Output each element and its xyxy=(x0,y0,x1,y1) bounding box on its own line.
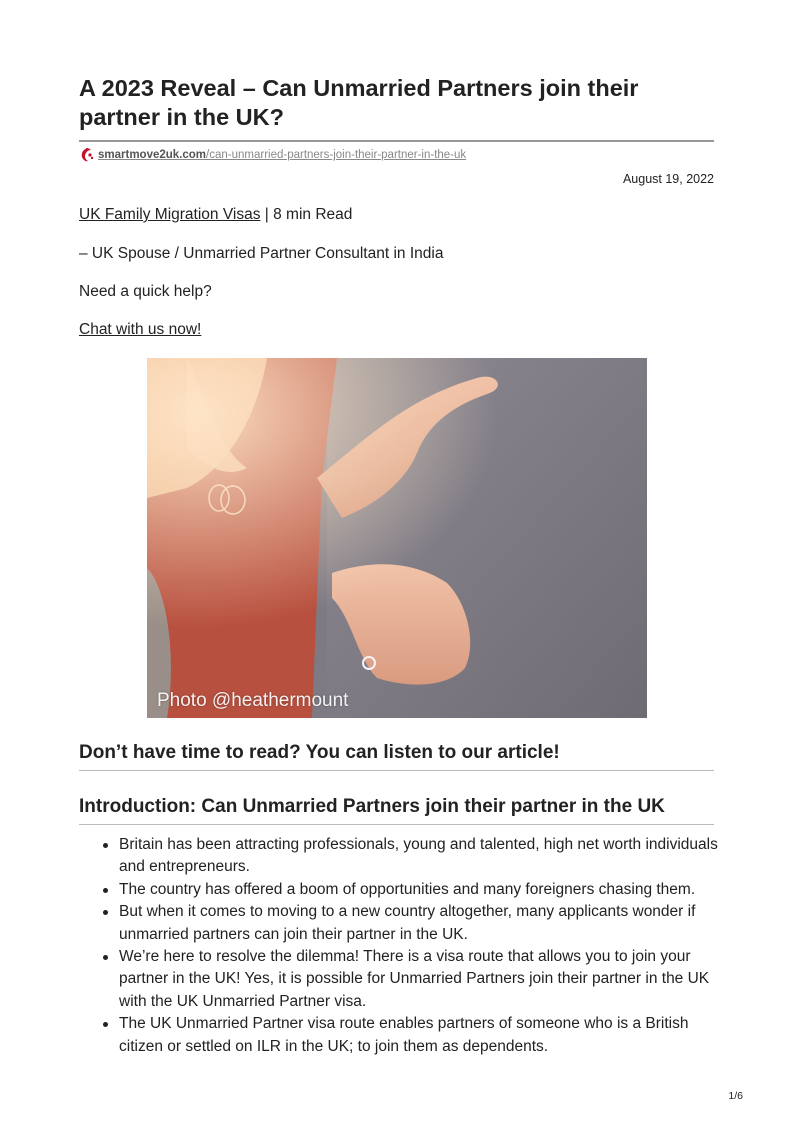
category-link[interactable]: UK Family Migration Visas xyxy=(79,206,261,223)
page-number: 1/6 xyxy=(728,1090,743,1102)
intro-divider xyxy=(79,824,714,825)
list-item: Britain has been attracting professionals, young and talented, high net worth individuals and entrepreneurs. xyxy=(119,834,719,879)
source-line xyxy=(79,147,466,163)
subtitle: – UK Spouse / Unmarried Partner Consultant in India xyxy=(79,245,444,262)
listen-heading: Don’t have time to read? You can listen to our article! xyxy=(79,742,560,763)
source-domain: smartmove2uk.com xyxy=(98,149,207,161)
article-title: A 2023 Reveal – Can Unmarried Partners join their partner in the UK? xyxy=(79,75,639,130)
intro-heading: Introduction: Can Unmarried Partners join their partner in the UK xyxy=(79,796,665,817)
chat-line xyxy=(79,320,201,340)
source-link[interactable] xyxy=(98,149,466,161)
title-divider xyxy=(79,140,714,142)
photo-caption: Photo @heathermount xyxy=(157,690,349,711)
help-text: Need a quick help? xyxy=(79,283,212,300)
category-line xyxy=(79,205,352,225)
publish-date: August 19, 2022 xyxy=(622,172,714,186)
hero-photo xyxy=(147,358,647,718)
listen-divider xyxy=(79,770,714,771)
couple-embrace-image xyxy=(147,358,647,718)
list-item: The country has offered a boom of opportunities and many foreigners chasing them. xyxy=(119,879,719,901)
read-time: | 8 min Read xyxy=(260,206,353,223)
list-item: The UK Unmarried Partner visa route enables partners of someone who is a British citizen or settled on ILR in the UK; to join them as dependents. xyxy=(119,1013,719,1058)
list-item: But when it comes to moving to a new country altogether, many applicants wonder if unmarried partners can join their partner in the UK. xyxy=(119,901,719,946)
list-item: We’re here to resolve the dilemma! There is a visa route that allows you to join your partner in the UK! Yes, it is possible for Unmarried Partners join their partner in the UK with the UK Unmarried Partner visa. xyxy=(119,946,719,1013)
chat-link[interactable]: Chat with us now! xyxy=(79,321,202,338)
site-favicon-icon xyxy=(79,147,95,163)
intro-bullet-list xyxy=(119,834,719,1058)
source-path: /can-unmarried-partners-join-their-partner-in-the-uk xyxy=(206,149,467,161)
